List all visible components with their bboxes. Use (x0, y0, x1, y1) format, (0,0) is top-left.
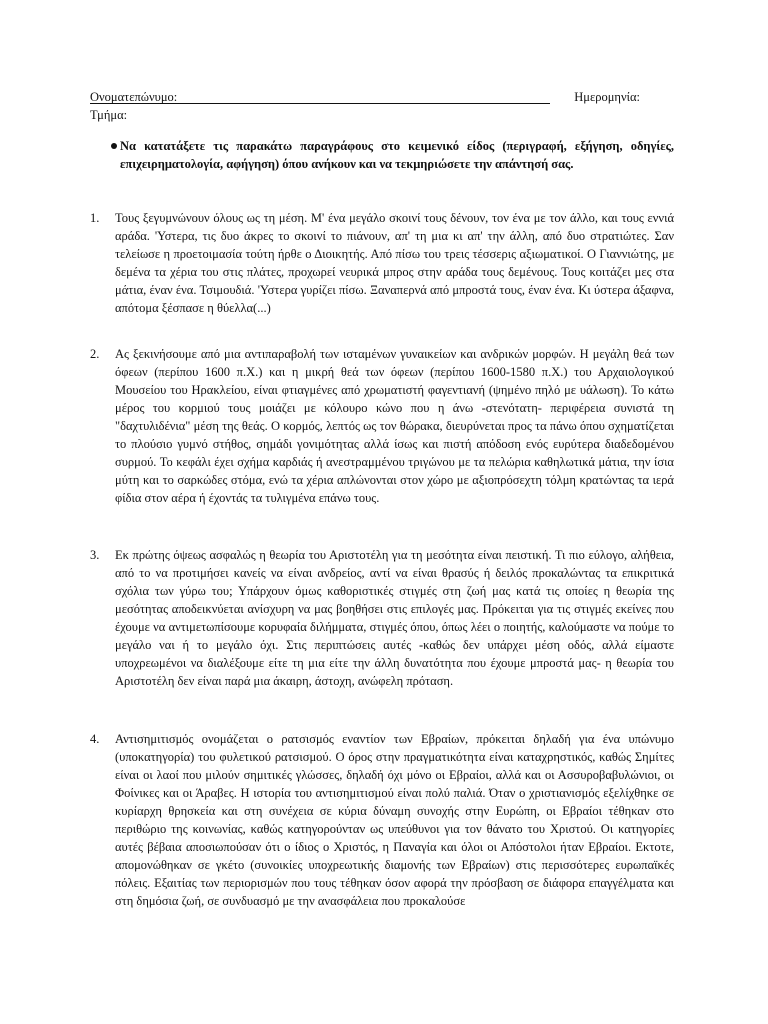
name-label: Ονοματεπώνυμο: (90, 90, 178, 104)
paragraph-number: 2. (90, 347, 100, 361)
instructions-block (120, 137, 674, 173)
date-label: Ημερομηνία: (574, 90, 640, 104)
paragraph-item-2 (90, 345, 674, 507)
paragraph-number: 4. (90, 732, 100, 746)
paragraph-item-4 (90, 730, 674, 910)
header-row (90, 88, 640, 106)
paragraph-text: Ας ξεκινήσουμε από μια αντιπαραβολή των ισταμένων γυναικείων και ανδρικών μορφών. Η μεγάλη θεά των όφεων (περίπου 1600 π.Χ.) και η μικρή θεά των όφεων (περίπου 1600-1580 π.Χ.) του Αρχαιολογικού Μουσείου του Ηρακλείου, είναι φτιαγμένες από χρωματιστή φαγεντιανή (ψημένο πηλό με υάλωση). Το κάτω μέρος του κορμιού τους μοιάζει με κόλουρο κώνο που η άνω -στενότατη- περιφέρεια συνιστά τη "δαχτυλιδένια" μέση της θεάς. Ο κορμός, λεπτός ως τον θώρακα, διευρύνεται προς τα πάνω όπου σχηματίζεται το πλούσιο γυμνό στήθος, σημάδι γονιμότητας αλλά ίσως και πιστή απόδοση ενός ευρύτερα διαδεδομένου συρμού. Το κεφάλι έχει σχήμα καρδιάς ή ανεστραμμένου τριγώνου με τα πελώρια καθηλωτικά μάτια, την ίσια μύτη και το σαρκώδες στόμα, ενώ τα χέρια απλώνονται στον χώρο με αξιοπρόσεχτη τόλμη κρατώντας τα ιερά φίδια στον αέρα ή έχοντάς τα τυλιγμένα επάνω τους. (115, 347, 674, 505)
bullet-icon (111, 143, 117, 149)
department-label: Τμήμα: (90, 108, 128, 122)
instructions-text: Να κατατάξετε τις παρακάτω παραγράφους στο κειμενικό είδος (περιγραφή, εξήγηση, οδηγίες, επιχειρηματολογία, αφήγηση) όπου ανήκουν και να τεκμηριώσετε την απάντησή σας. (120, 139, 674, 171)
name-underline (90, 103, 550, 104)
paragraph-item-1 (90, 209, 674, 317)
paragraph-text: Τους ξεγυμνώνουν όλους ως τη μέση. Μ' ένα μεγάλο σκοινί τους δένουν, τον ένα με τον άλλο, και τους εννιά αράδα. 'Υστερα, τις δυο άκρες το σκοινί το πιάνουν, απ' τη μια κι απ' την άλλη, από δυο στρατιώτες. Σαν τελείωσε η προετοιμασία τούτη ήρθε ο Διοικητής. Από πίσω του τρεις τέσσερις αξιωματικοί. Ο Γιαννιώτης, με δεμένα τα χέρια του στις πλάτες, προχωρεί νευρικά μπρος στην αράδα τους δεμένους. Τους κοιτάζει μες στα μάτια, έναν ένα. Τσιμουδιά. 'Υστερα γυρίζει πίσω. Ξαναπερνά από μπροστά τους, έναν ένα. Κι ύστερα άξαφνα, απότομα ξέσπασε η θύελλα(...) (115, 211, 674, 315)
paragraph-number: 3. (90, 548, 100, 562)
paragraph-item-3 (90, 546, 674, 690)
paragraph-text: Αντισημιτισμός ονομάζεται ο ρατσισμός εναντίον των Εβραίων, πρόκειται δηλαδή για ένα υπώνυμο (υποκατηγορία) του φυλετικού ρατσισμού. Ο όρος στην πραγματικότητα είναι καταχρηστικός, καθώς Σημίτες είναι οι λαοί που μιλούν σημιτικές γλώσσες, δηλαδή όχι μόνο οι Εβραίοι, αλλά και οι Ασσυροβαβυλώνιοι, οι Φοίνικες και οι Άραβες. Η ιστορία του αντισημιτισμού είναι πολύ παλιά. Όταν ο χριστιανισμός εξελίχθηκε σε κυρίαρχη θρησκεία και στη συνέχεια σε κύρια δύναμη συνοχής στην Ευρώπη, οι Εβραίοι τέθηκαν στο περιθώριο της κοινωνίας, καθώς κατηγορούνταν ως υπεύθυνοι για τον θάνατο του Χριστού. Οι κατηγορίες αυτές βέβαια αποσιωπούσαν ότι ο ίδιος ο Χριστός, η Παναγία και όλοι οι Απόστολοι ήταν Εβραίοι. Εκτοτε, απομονώθηκαν σε γκέτο (συνοικίες υποχρεωτικής διαμονής των Εβραίων) στις περισσότερες ευρωπαϊκές πόλεις. Εξαιτίας των περιορισμών που τους τέθηκαν όσον αφορά την πρόσβαση σε διάφορα επαγγέλματα και στη δημόσια ζωή, σε συνδυασμό με την ανασφάλεια που προκαλούσε (115, 732, 674, 908)
paragraph-number: 1. (90, 211, 100, 225)
paragraph-text: Εκ πρώτης όψεως ασφαλώς η θεωρία του Αριστοτέλη για τη μεσότητα είναι πειστική. Τι πιο εύλογο, αλήθεια, από το να προτιμήσει κανείς να είναι ανδρείος, αντί να είναι θρασύς ή δειλός προκαλώντας τα επικριτικά σχόλια των γύρω του; Υπάρχουν όμως καθοριστικές στιγμές στη ζωή μας κατά τις οποίες η θεωρία της μεσότητας αποδεικνύεται ανίσχυρη να μας βοηθήσει στις επιλογές μας. Πρόκειται για τις στιγμές εκείνες που έχουμε να αντιμετωπίσουμε κορυφαία διλήμματα, στιγμές όπου, όπως λέει ο ποιητής, καλούμαστε να πούμε το μεγάλο ναι ή το μεγάλο όχι. Στις περιπτώσεις αυτές -καθώς δεν υπάρχει μέση οδός, αλλά είμαστε υποχρεωμένοι να διαλέξουμε είτε τη μια είτε την άλλη δυνατότητα που έχουμε μπροστά μας- η θεωρία του Αριστοτέλη δεν είναι παρά μια άκαιρη, άστοχη, ανώφελη πρόταση. (115, 548, 674, 688)
